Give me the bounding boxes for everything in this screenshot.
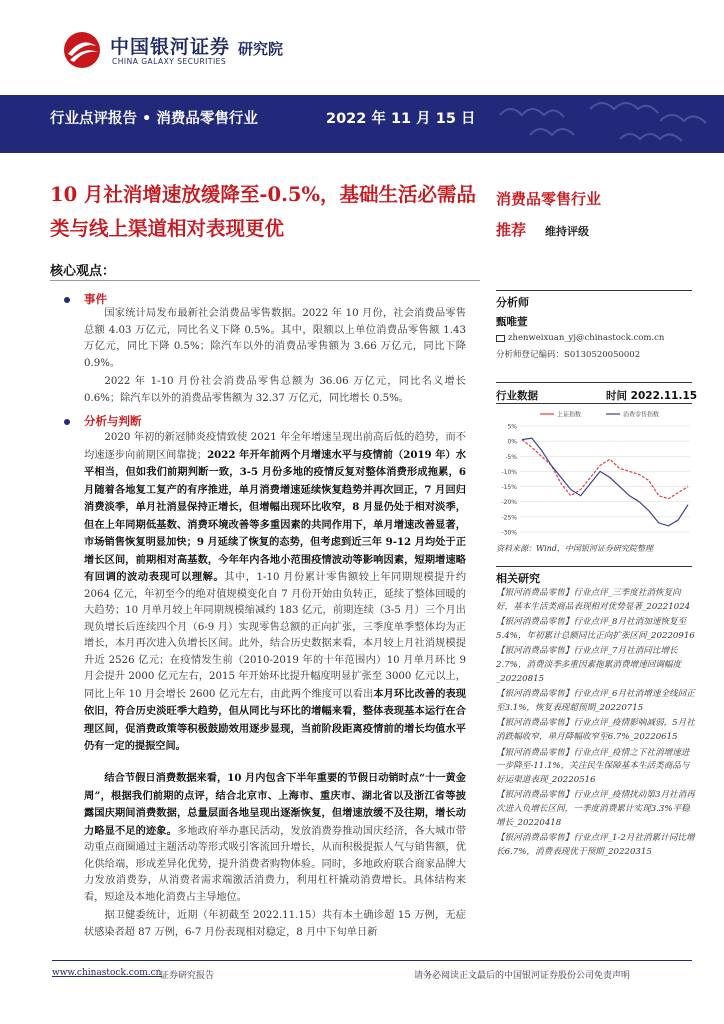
related-research-item[interactable]: 【银河消费品零售】行业点评_疫情扰动第3月社消再次进入负增长区间，一季度消费累计实现3.3%平稳增长_20220418	[496, 790, 695, 828]
index-comparison-chart	[496, 408, 692, 538]
divider	[496, 403, 692, 404]
paragraph-analysis-2: 结合节假日消费数据来看，10 月内包含下半年重要的节假日动销时点“十一黄金周”，根据我们前期的点评，结合北京市、上海市、重庆市、湖北省以及浙江省等披露国庆期间消费数据，总量层面各地呈现出逐渐恢复，但增速放缓不及往期，增长动力略显不足的迹象。多地政府举办惠民活动，发放消费券推动国庆经济，各大城市带动重点商圈通过主题活动等形式吸引客流回升增长，从而积极提振人气与销售额，优化供给端，形成差异化优势，提升消费者购物体验。同时，多地政府联合商家品牌大力发放消费券，从消费者需求端激活消费力，利用杠杆撬动消费增长。具体结构来看，短途及本地化消费占主导地位。	[84, 772, 466, 903]
company-logo-icon	[62, 30, 102, 70]
paragraph-event-1: 国家统计局发布最新社会消费品零售数据。2022 年 10 月份，社会消费品零售总额 4.03 万亿元，同比名义下降 0.5%。其中，限额以上单位消费品零售额 1.43 万亿元，同比下降 0.5%；除汽车以外的消费品零售额为 3.66 万亿元，同比下降 0.9%。	[84, 308, 466, 369]
paragraph-event-2: 2022 年 1-10 月份社会消费品零售总额为 36.06 万亿元，同比名义增长 0.6%；除汽车以外的消费品零售额为 32.37 万亿元，同比增长 0.5%。	[84, 376, 466, 404]
rating: 推荐	[496, 221, 527, 239]
logo-company-name: 中国银河证券	[110, 36, 231, 58]
y-tick-label: -30%	[501, 529, 517, 537]
footer-divider	[52, 960, 692, 961]
bullet-icon	[64, 419, 70, 425]
related-research-item[interactable]: 【银河消费品零售】行业点评_6月社消增速全线回正至3.1%，恢复表现超预期_20220715	[496, 689, 695, 713]
footer-url-link[interactable]: www.chinastock.com.cn	[52, 968, 162, 978]
industry-data-heading: 行业数据	[496, 390, 538, 402]
series-line-1	[522, 438, 688, 526]
related-research-list	[496, 587, 696, 861]
series-line-0	[522, 440, 688, 499]
section-heading-analysis: 分析与判断	[84, 414, 142, 428]
related-research-item[interactable]: 【银河消费品零售】行业点评_1-2月社消累计同比增长6.7%，消费表现优于预期_20220315	[496, 833, 695, 857]
section-heading-event: 事件	[84, 292, 107, 306]
y-tick-label: -5%	[505, 453, 517, 461]
analyst-email[interactable]: zhenweixuan_yj@chinastock.com.cn	[508, 333, 665, 343]
divider	[496, 290, 692, 291]
y-tick-label: 5%	[507, 423, 517, 431]
report-type: 行业点评报告 • 消费品零售行业	[50, 111, 258, 127]
analyst-cert: 分析师登记编码：S0130520050002	[496, 350, 641, 360]
related-heading: 相关研究	[496, 572, 540, 585]
analyst-heading: 分析师	[496, 296, 529, 309]
logo-institute-name: 研究院	[238, 40, 284, 58]
divider	[496, 566, 692, 567]
report-title: 10 月社消增速放缓降至-0.5%，基础生活必需品类与线上渠道相对表现更优	[50, 183, 476, 240]
related-research-item[interactable]: 【银河消费品零售】行业点评_7月社消同比增长2.7%，消费淡季多重因素拖累消费增速回调幅度_20220815	[496, 646, 682, 684]
report-date: 2022 年 11 月 15 日	[326, 111, 476, 127]
analyst-name: 甄唯萱	[496, 316, 528, 328]
rating-note: 维持评级	[545, 225, 589, 238]
related-research-item[interactable]: 【银河消费品零售】行业点评_三季度社消恢复向好，基本生活类商品表现相对优势显著_20221024	[496, 588, 691, 612]
y-tick-label: -10%	[501, 468, 517, 476]
chart-source: 资料来源：Wind，中国银河证券研究院整理	[496, 544, 653, 553]
legend-label: 消费零售指数	[623, 411, 660, 419]
divider	[496, 382, 692, 383]
footer-disclaimer: 请务必阅读正文最后的中国银河证券股份公司免责声明	[414, 971, 631, 981]
y-tick-label: 0%	[507, 438, 517, 446]
related-research-item[interactable]: 【银河消费品零售】行业点评_疫情之下社消增速进一步降至-11.1%，关注民生保障基本生活类商品与好运渠道表现_20220516	[496, 747, 690, 785]
divider	[50, 280, 480, 281]
core-heading: 核心观点：	[50, 264, 116, 279]
paragraph-analysis-3: 据卫健委统计，近期（年初截至 2022.11.15）共有本土确诊超 15 万例，无症状感染者超 87 万例，6-7 月份表现相对稳定，8 月中下旬单日新	[84, 910, 466, 938]
sector-name: 消费品零售行业	[496, 190, 602, 208]
related-research-item[interactable]: 【银河消费品零售】行业点评_疫情影响减弱，5月社消跌幅收窄，单月降幅收窄至6.7%_20220615	[496, 718, 695, 742]
paragraph-analysis-1: 2020 年初的新冠肺炎疫情致使 2021 年全年增速呈现出前高后低的趋势，而不均速逐步向前期区间靠拢；2022 年开年前两个月增速水平与疫情前（2019 年）水平相当，但如我们前期判断一致，3-5 月份多地的疫情反复对整体消费形成拖累，6 月随着各地复工复产的有序推进，单月消费增速延续恢复趋势并再次回正，7 月回归消费淡季，单月社消显保持正增长，但增幅出现环比收窄，8 月显仍处于相对淡季，但在上年同期低基数、消费环境改善等多重因素的共同作用下，单月增速改善显著，市场销售恢复明显加快；9 月延续了恢复的态势，但考虑到近三年 9-12 月均处于正增长区间，前期相对高基数，今年年内各地小范围疫情波动等影响因素，短期增速略有回调的波动表现可以理解。其中，1-10 月份累计零售额较上年同期规模提升约 2064 亿元，年初至今的绝对值规模变化自 7 月份开始由负转正，延续了整体回暖的大趋势；10 月单月较上年同期规模缩减约 183 亿元，前期连续（3-5 月）三个月出现负增长后连续四个月（6-9 月）实现零售总额的正向扩张，三季度单季整体均为正增长，本月再次进入负增长区间。此外，结合历史数据来看，本月较上月社消规模提升近 2526 亿元；在疫情发生前（2010-2019 年的十年范围内）10 月单月环比 9 月会提升 2000 亿元左右，2015 年开始环比提升幅度明显扩张至 3000 亿元以上，同比上年 10 月会增长 2600 亿元左右，由此两个维度可以看出本月环比改善的表现依旧，符合历史淡旺季大趋势，但从同比与环比的增幅来看，整体表现基本运行在合理区间，促消费政策等积极鼓励效用逐步显现，当前阶段距离疫情前的增长均值水平仍有一定的提振空间。	[84, 432, 467, 752]
bullet-icon	[64, 297, 70, 303]
logo-english-name: CHINA GALAXY SECURITIES	[112, 57, 227, 66]
y-tick-label: -20%	[501, 499, 517, 507]
mail-icon	[496, 335, 505, 342]
data-time: 时间 2022.11.15	[606, 390, 698, 402]
y-tick-label: -25%	[501, 514, 517, 522]
legend-label: 上证指数	[557, 411, 582, 419]
footer-label: 证券研究报告	[160, 971, 215, 981]
related-research-item[interactable]: 【银河消费品零售】行业点评_8月社消加速恢复至5.4%，年初累计总额同比正向扩张区间_20220916	[496, 617, 695, 641]
y-tick-label: -15%	[501, 484, 517, 492]
